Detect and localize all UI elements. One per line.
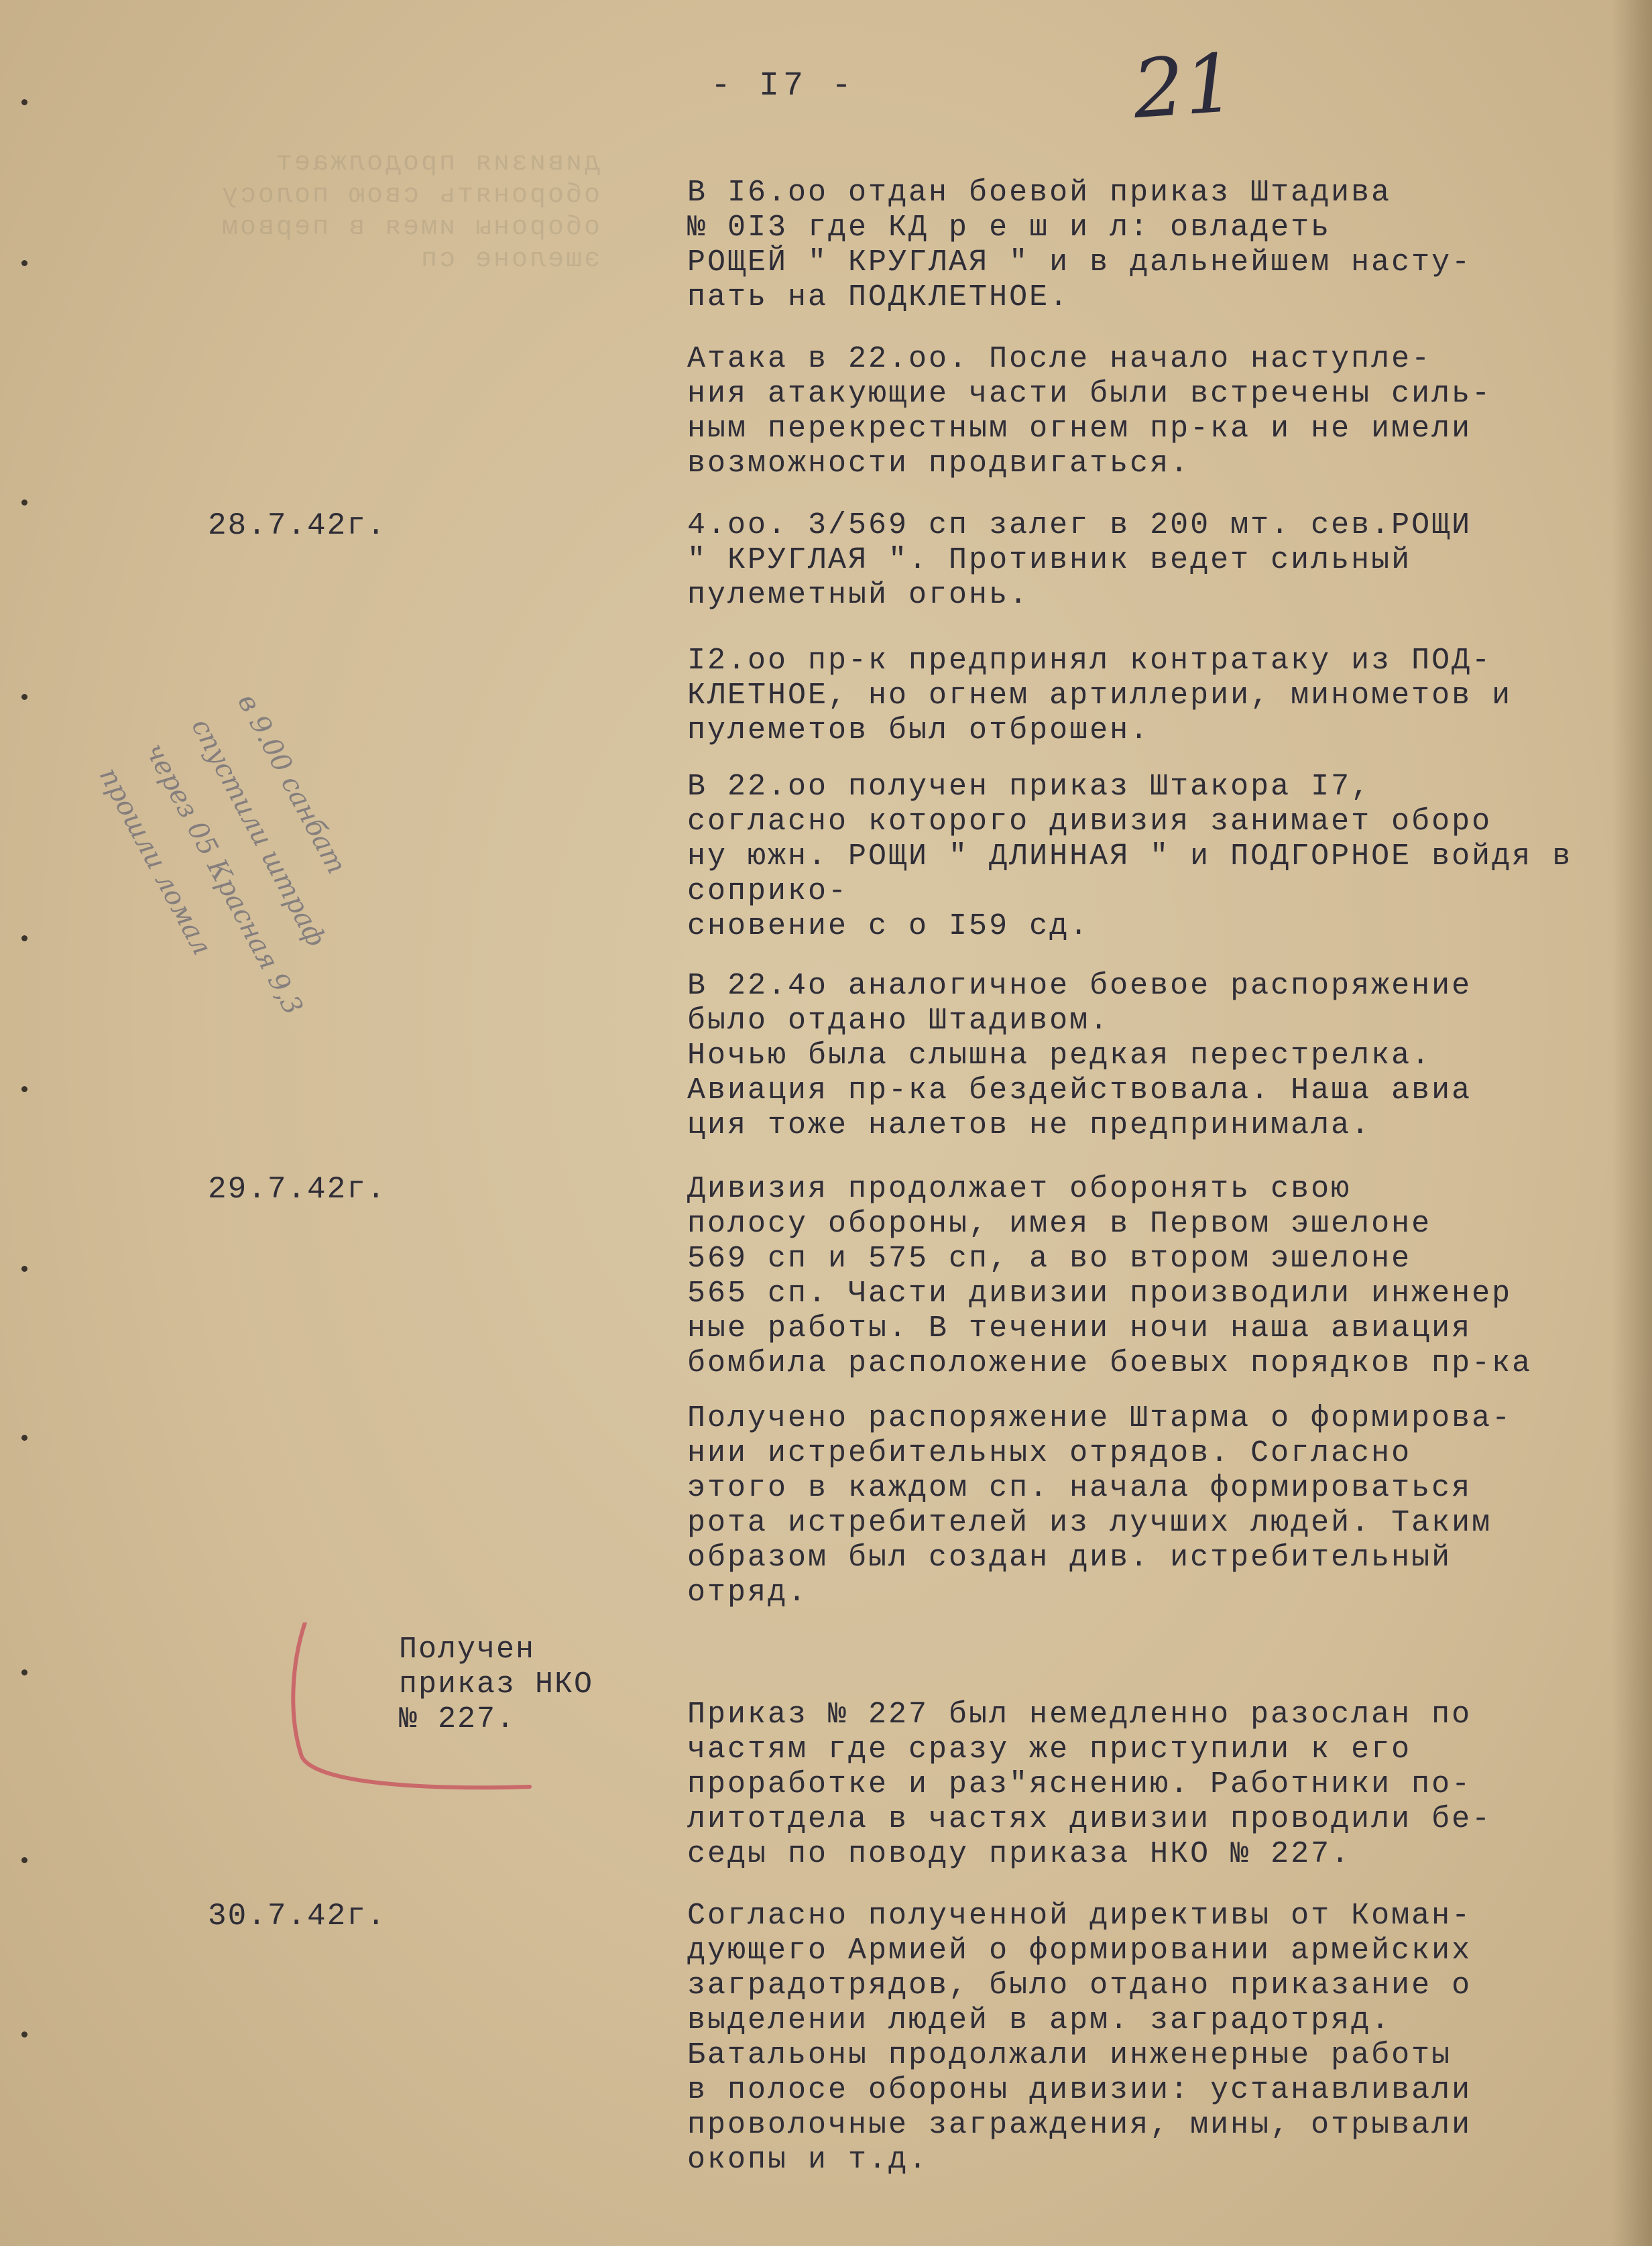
entry-paragraph: Атака в 22.оо. После начало наступле- ния атакующие части были встречены силь- ным перекрестным огнем пр-ка и не имели возможности продвигаться. [687,342,1492,481]
entry-paragraph: Согласно полученной директивы от Коман- дующего Армией о формировании армейских заградотрядов, было отдано приказание о выделении людей в арм. заградотряд. Батальоны продолжали инженерные работы в полосе обороны дивизии: устанавливали проволочные заграждения, мины, отрывали окопы и т.д. [687,1899,1472,2177]
binder-hole [21,1266,27,1272]
entry-date: 29.7.42г. [208,1172,387,1207]
binder-hole [21,499,27,506]
binder-hole [21,260,27,266]
page-edge-shadow [1612,0,1652,2246]
binder-hole [21,935,27,941]
bleed-through-text: дивизия продолжает оборонять свою полосу обороны имея в первом эшелоне сп [219,148,600,275]
entry-paragraph: В I6.оо отдан боевой приказ Штадива № 0I3 где КД р е ш и л: овладеть РОЩЕЙ " КРУГЛАЯ " и в дальнейшем насту- пать на ПОДКЛЕТНОЕ. [687,176,1472,314]
entry-paragraph: 4.оо. 3/569 сп залег в 200 мт. сев.РОЩИ " КРУГЛАЯ ". Противник ведет сильный пулеметный огонь. [687,508,1472,612]
binder-hole [21,694,27,700]
binder-hole [21,2031,27,2037]
margin-side-note: Получен приказ НКО № 227. [399,1633,594,1736]
entry-paragraph: В 22.4о аналогичное боевое распоряжение было отдано Штадивом. Ночью была слышна редкая перестрелка. Авиация пр-ка бездействовала. Наша авиа ция тоже налетов не предпринимала. [687,969,1472,1142]
binder-hole [21,1086,27,1092]
entry-paragraph: I2.оо пр-к предпринял контратаку из ПОД- КЛЕТНОЕ, но огнем артиллерии, минометов и пулеметов был отброшен. [687,644,1513,748]
entry-paragraph: Получено распоряжение Штарма о формирова- нии истребительных отрядов. Согласно этого в каждом сп. начала формироваться рота истребителей из лучших людей. Таким образом был создан див. истребительный отряд. [687,1401,1513,1610]
red-pencil-bracket [288,1622,543,1790]
binder-hole [21,99,27,105]
entry-paragraph: В 22.оо получен приказ Штакора I7, согласно которого дивизия занимает оборо ну южн. РОЩИ " ДЛИННАЯ " и ПОДГОРНОЕ войдя в соприко- сновение с о I59 сд. [687,770,1573,943]
entry-paragraph: Приказ № 227 был немедленно разослан по частям где сразу же приступили к его проработке и раз"яснению. Работники по- литотдела в частях дивизии проводили бе- седы по поводу приказа НКО № 227. [687,1698,1492,1871]
entry-date: 30.7.42г. [208,1899,387,1934]
entry-paragraph: Дивизия продолжает оборонять свою полосу обороны, имея в Первом эшелоне 569 сп и 575 сп, а во втором эшелоне 565 сп. Части дивизии производили инженер ные работы. В течении ночи наша авиация бомбила расположение боевых порядков пр-ка [687,1172,1533,1380]
binder-hole [21,1857,27,1863]
pencil-annotation: в 9.00 санбат спустили штраф через 05 Красная 9,3 прошли ломал [93,689,353,1020]
binder-hole [21,1669,27,1675]
binder-hole [21,1435,27,1441]
handwritten-page-number: 21 [1130,36,1239,137]
entry-date: 28.7.42г. [208,508,387,543]
page-number: - I7 - [711,67,856,105]
